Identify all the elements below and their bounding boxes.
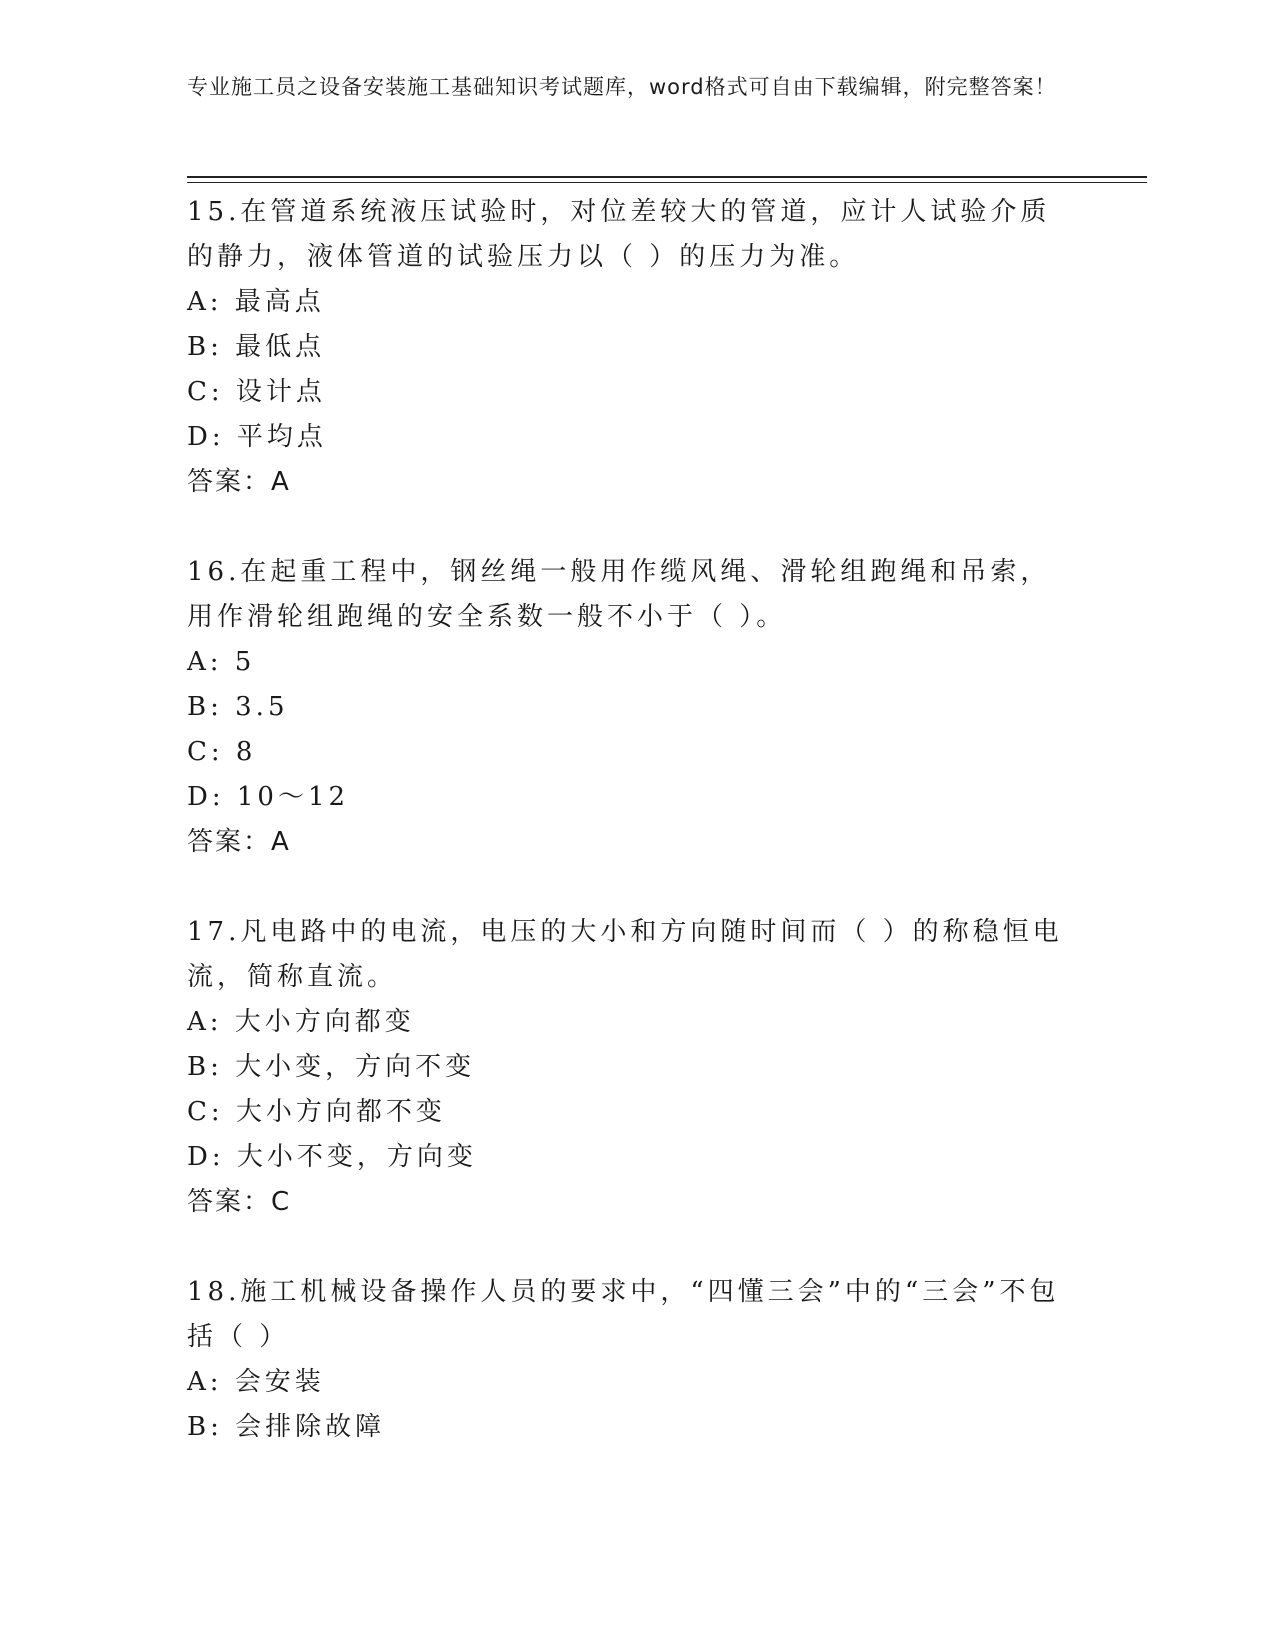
option-b: B: 会排除故障 bbox=[187, 1412, 386, 1442]
question-stem: 16.在起重工程中，钢丝绳一般用作缆风绳、滑轮组跑绳和吊索，用作滑轮组跑绳的安全系数一般不小于（ ）。 bbox=[187, 557, 1051, 632]
answer-line: 答案：C bbox=[187, 1187, 292, 1217]
header-divider-thin bbox=[187, 182, 1147, 183]
question-15 bbox=[187, 190, 1087, 505]
header-divider-thick bbox=[187, 176, 1147, 178]
option-a: A: 会安装 bbox=[187, 1367, 325, 1397]
question-16 bbox=[187, 550, 1087, 865]
question-list bbox=[187, 190, 1087, 1495]
option-d: D: 大小不变，方向变 bbox=[187, 1142, 477, 1172]
option-c: C: 大小方向都不变 bbox=[187, 1097, 446, 1127]
option-a: A: 最高点 bbox=[187, 287, 325, 317]
option-c: C: 8 bbox=[187, 737, 257, 767]
option-d: D: 平均点 bbox=[187, 422, 327, 452]
option-a: A: 5 bbox=[187, 647, 256, 677]
option-c: C: 设计点 bbox=[187, 377, 326, 407]
option-b: B: 最低点 bbox=[187, 332, 326, 362]
question-18 bbox=[187, 1270, 1087, 1450]
option-d: D: 10～12 bbox=[187, 782, 350, 812]
question-stem: 17.凡电路中的电流，电压的大小和方向随时间而（ ）的称稳恒电流，简称直流。 bbox=[187, 917, 1063, 992]
document-header: 专业施工员之设备安装施工基础知识考试题库，word格式可自由下载编辑，附完整答案！ bbox=[187, 75, 1057, 99]
option-a: A: 大小方向都变 bbox=[187, 1007, 415, 1037]
question-stem: 15.在管道系统液压试验时，对位差较大的管道，应计人试验介质的静力，液体管道的试验压力以（ ）的压力为准。 bbox=[187, 197, 1051, 272]
option-b: B: 大小变，方向不变 bbox=[187, 1052, 476, 1082]
question-17 bbox=[187, 910, 1087, 1225]
option-b: B: 3.5 bbox=[187, 692, 289, 722]
answer-line: 答案：A bbox=[187, 827, 291, 857]
answer-line: 答案：A bbox=[187, 467, 291, 497]
question-stem: 18.施工机械设备操作人员的要求中，“四懂三会”中的“三会”不包括（ ） bbox=[187, 1277, 1060, 1352]
